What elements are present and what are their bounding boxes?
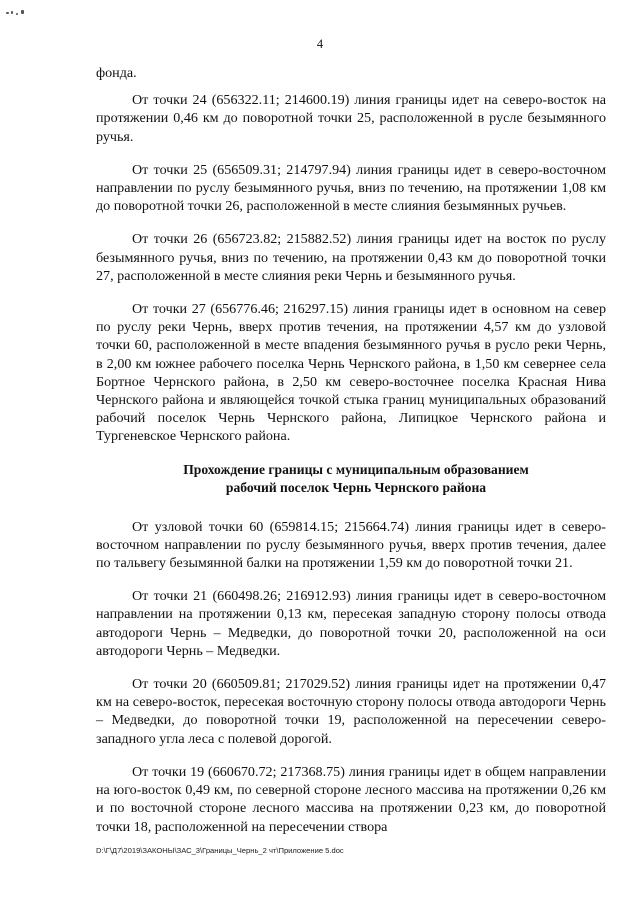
paragraph-point-25: От точки 25 (656509.31; 214797.94) линия границы идет в северо-восточном направлении по руслу безымянного ручья, вниз по течению, на протяжении 1,08 км до поворотной точки 26, расположенной в месте слияния безымянных ручьев. [96, 161, 606, 215]
paragraph-point-19: От точки 19 (660670.72; 217368.75) линия границы идет в общем направлении на юго-восток 0,49 км, по северной стороне лесного массива на протяжении 0,26 км и по восточной стороне лесного массива на протяжении 0,23 км, до поворотной точки 18, расположенной на пересечении створа [96, 763, 606, 835]
paragraph-point-21: От точки 21 (660498.26; 216912.93) линия границы идет в северо-восточном направлении на протяжении 0,13 км, пересекая западную сторону полосы отвода автодороги Чернь – Медведки, до поворотной точки 20, расположенной на оси автодороги Чернь – Медведки. [96, 588, 606, 659]
paragraph-point-26: От точки 26 (656723.82; 215882.52) линия границы идет на восток по руслу безымянного ручья, вниз по течению, на протяжении 0,43 км до поворотной точки 27, расположенной в месте слияния реки Чернь и безымянного ручья. [96, 231, 606, 284]
paragraph-point-60: От узловой точки 60 (659814.15; 215664.74) линия границы идет в северо-восточном направлении по руслу безымянного ручья, вверх против течения, далее по тальвегу безымянной балки на протяжении 1,59 км до поворотной точки 21. [96, 518, 606, 572]
continuation-text: фонда. [96, 65, 137, 81]
section-heading [96, 461, 606, 497]
page-number: 4 [316, 37, 324, 51]
section-heading-line-1: Прохождение границы с муниципальным образованием [183, 461, 529, 477]
footer-file-path: D:\Г\Д7\2019\ЗАКОНЫ\ЗАС_3\Границы_Чернь_2 чт\Приложение 5.doc [96, 846, 344, 855]
paragraph-point-27: От точки 27 (656776.46; 216297.15) линия границы идет в основном на север по руслу реки Чернь, вверх против течения, на протяжении 4,57 км до узловой точки 60, расположенной в месте впадения безымянного ручья в русло реки Чернь, в 2,00 км южнее рабочего поселка Чернь Чернского района, в 1,50 км севернее села Бортное Чернского района, в 2,50 км северо-восточнее поселка Красная Нива Чернского района и являющейся точкой стыка границ муниципальных образований рабочий поселок Чернь Чернского района, Липицкое Чернского района и Тургеневское Чернского района. [96, 301, 606, 445]
scan-artifact-mark [6, 10, 28, 16]
paragraph-point-24: От точки 24 (656322.11; 214600.19) линия границы идет на северо-восток на протяжении 0,46 км до поворотной точки 25, расположенной в русле безымянного ручья. [96, 92, 606, 145]
section-heading-line-2: рабочий поселок Чернь Чернского района [225, 479, 487, 495]
document-body [96, 64, 606, 851]
paragraph-point-20: От точки 20 (660509.81; 217029.52) линия границы идет на протяжении 0,47 км на северо-восток, пересекая восточную сторону полосы отвода автодороги Чернь – Медведки, до поворотной точки 19, расположенной на пересечении северо-западного угла леса с полевой дорогой. [96, 676, 606, 747]
